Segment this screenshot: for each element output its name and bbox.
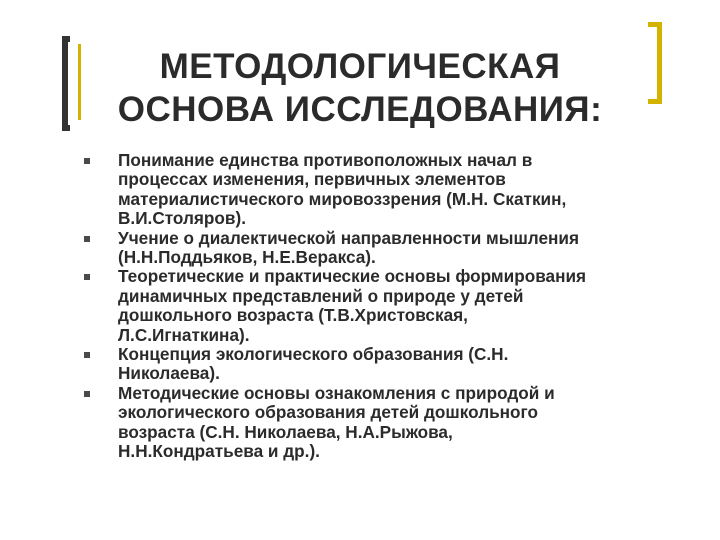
list-item-line: процессах изменения, первичных элементов — [118, 169, 506, 190]
square-bullet-icon — [84, 391, 90, 397]
square-bullet-icon — [84, 236, 90, 242]
list-item-line: Теоретические и практические основы формирования — [118, 266, 587, 287]
list-item — [84, 267, 684, 345]
square-bullet-icon — [84, 352, 90, 358]
list-item — [84, 384, 684, 462]
methodology-list — [84, 151, 684, 462]
list-item-line: Методические основы ознакомления с природой и — [118, 382, 555, 403]
title-bracket-left — [62, 36, 70, 131]
page-title — [80, 45, 640, 131]
list-item-line: возраста (С.Н. Николаева, Н.А.Рыжова, — [118, 421, 453, 442]
list-item-line: динамичных представлений о природе у детей — [118, 285, 524, 306]
list-item-line: Н.Н.Кондратьева и др.). — [118, 441, 320, 462]
title-bracket-right — [648, 22, 662, 104]
list-item-line: Концепция экологического образования (С.Н. — [118, 344, 509, 365]
list-item-line: Учение о диалектической направленности мышления — [118, 227, 580, 248]
list-item-line: дошкольного возраста (Т.В.Христовская, — [118, 305, 468, 326]
list-item-line: материалистического мировоззрения (М.Н. Скаткин, — [118, 188, 567, 209]
square-bullet-icon — [84, 274, 90, 280]
title-line-2: ОСНОВА ИССЛЕДОВАНИЯ: — [117, 90, 603, 130]
list-item — [84, 229, 684, 268]
square-bullet-icon — [84, 158, 90, 164]
list-item-line: (Н.Н.Поддьяков, Н.Е.Веракса). — [118, 247, 376, 268]
list-item-line: Л.С.Игнаткина). — [118, 324, 250, 345]
list-item-line: Понимание единства противоположных начал в — [118, 150, 533, 170]
list-item-line: экологического образования детей дошкольного — [118, 402, 538, 423]
list-item — [84, 345, 684, 384]
list-item-line: Николаева). — [118, 363, 220, 384]
list-item-line: В.И.Столяров). — [118, 208, 246, 229]
list-item — [84, 151, 684, 229]
title-line-1: МЕТОДОЛОГИЧЕСКАЯ — [159, 47, 561, 87]
